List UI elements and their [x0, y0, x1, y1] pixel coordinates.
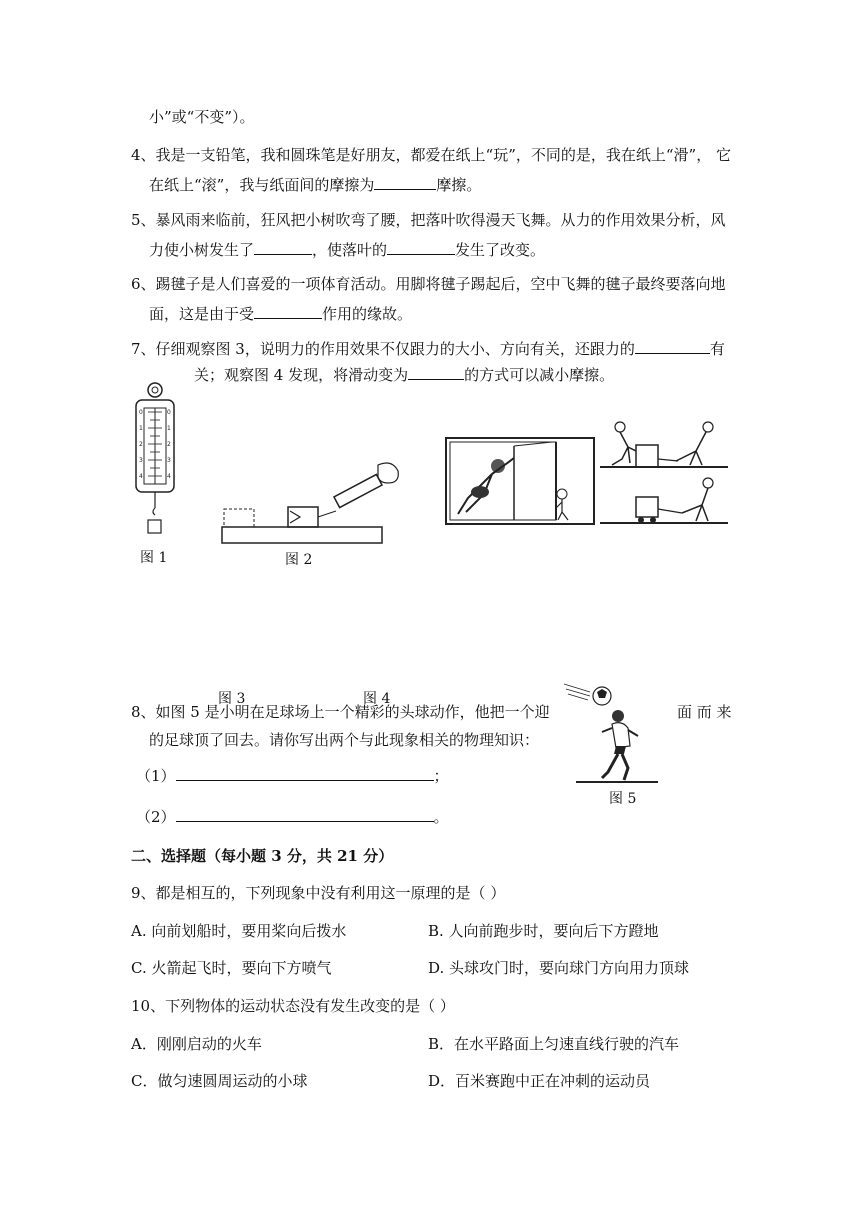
q8-answer-1[interactable]	[176, 766, 434, 781]
svg-text:4: 4	[167, 473, 171, 480]
q5-blank-2[interactable]	[387, 240, 455, 255]
door-push-figure	[444, 436, 596, 528]
svg-text:2: 2	[167, 441, 171, 448]
spring-scale-figure	[128, 380, 178, 545]
q5-line2-a: 力使小树发生了	[149, 241, 255, 259]
figure-1-caption: 图 1	[140, 550, 168, 566]
q5-line1: 5、暴风雨来临前，狂风把小树吹弯了腰，把落叶吹得漫天飞舞。从力的作用效果分析，风	[131, 211, 726, 229]
board-pull-figure	[218, 455, 408, 547]
q8-line1-a: 8、如图 5 是小明在足球场上一个精彩的头球动作，他把一个迎	[131, 703, 550, 721]
q10-option-b[interactable]: B．在水平路面上匀速直线行驶的汽车	[428, 1035, 680, 1053]
q9-option-b[interactable]: B. 人向前跑步时，要向后下方蹬地	[428, 922, 659, 940]
svg-text:4: 4	[139, 473, 143, 480]
svg-text:0: 0	[167, 409, 171, 416]
q5-blank-1[interactable]	[254, 240, 312, 255]
q7-line2-a: 关；观察图 4 发现，将滑动变为	[194, 366, 409, 384]
q10-stem: 10、下列物体的运动状态没有发生改变的是（ ）	[131, 997, 455, 1015]
q8-item-2	[136, 807, 449, 827]
q7-line1-b: 有	[709, 340, 725, 358]
q5-line2-b: ，使落叶的	[312, 241, 388, 259]
q7-blank-1[interactable]	[635, 339, 710, 354]
figure-2-caption: 图 2	[285, 552, 313, 568]
q9-option-d[interactable]: D. 头球攻门时，要向球门方向用力顶球	[428, 959, 690, 977]
section-2-title: 二、选择题（每小题 3 分，共 21 分）	[131, 847, 394, 865]
svg-text:3: 3	[167, 457, 171, 464]
q6-blank[interactable]	[254, 304, 322, 319]
q8-item-1-label: （1）	[136, 767, 176, 785]
q8-line2: 的足球顶了回去。请你写出两个与此现象相关的物理知识：	[149, 731, 540, 749]
q7-line1-a: 7、仔细观察图 3，说明力的作用效果不仅跟力的大小、方向有关，还跟力的	[131, 340, 635, 358]
q8-line1-b: 面 而 来	[677, 703, 732, 721]
q6-line2-a: 面，这是由于受	[149, 305, 255, 323]
sliding-rolling-figure	[598, 415, 730, 529]
q4-line2-b: 摩擦。	[436, 176, 482, 194]
figure-4-caption: 图 4	[363, 691, 391, 707]
q7-line2-b: 的方式可以减小摩擦。	[464, 366, 615, 384]
figure-5-caption: 图 5	[609, 791, 637, 807]
q7-line2	[194, 365, 614, 385]
q6-line1: 6、踢毽子是人们喜爱的一项体育活动。用脚将毽子踢起后，空中飞舞的毽子最终要落向地	[131, 275, 726, 293]
svg-text:2: 2	[139, 441, 143, 448]
q4-line2	[149, 175, 481, 195]
figure-3-caption: 图 3	[218, 691, 246, 707]
q6-line2-b: 作用的缘故。	[322, 305, 413, 323]
q10-option-a[interactable]: A．刚刚启动的火车	[131, 1035, 262, 1053]
q5-line2	[149, 240, 545, 260]
q6-line2	[149, 304, 412, 324]
q8-item-1	[136, 766, 449, 786]
q9-option-c[interactable]: C. 火箭起飞时，要向下方喷气	[131, 959, 332, 977]
q7-line1	[131, 339, 725, 359]
q8-item-2-label: （2）	[136, 808, 176, 826]
q4-blank[interactable]	[374, 175, 436, 190]
q10-option-c[interactable]: C．做匀速圆周运动的小球	[131, 1072, 308, 1090]
q7-blank-2[interactable]	[408, 365, 464, 380]
svg-text:3: 3	[139, 457, 143, 464]
q3-tail-text: 小”或“不变”）。	[149, 108, 255, 126]
header-ball-figure	[562, 680, 662, 786]
svg-text:1: 1	[167, 425, 171, 432]
q9-option-a[interactable]: A. 向前划船时，要用桨向后拨水	[131, 922, 347, 940]
q9-stem: 9、都是相互的，下列现象中没有利用这一原理的是（ ）	[131, 884, 506, 902]
q5-line2-c: 发生了改变。	[455, 241, 546, 259]
svg-text:0: 0	[139, 409, 143, 416]
q8-answer-2[interactable]	[176, 807, 434, 822]
q8-item-2-end: 。	[433, 808, 449, 826]
q4-line2-a: 在纸上“滚”，我与纸面间的摩擦为	[149, 176, 375, 194]
q8-item-1-end: ；	[433, 767, 449, 785]
q10-option-d[interactable]: D．百米赛跑中正在冲刺的运动员	[428, 1072, 651, 1090]
svg-text:1: 1	[139, 425, 143, 432]
q4-line1: 4、我是一支铅笔，我和圆珠笔是好朋友，都爱在纸上“玩”，不同的是，我在纸上“滑”， 它	[131, 146, 731, 164]
